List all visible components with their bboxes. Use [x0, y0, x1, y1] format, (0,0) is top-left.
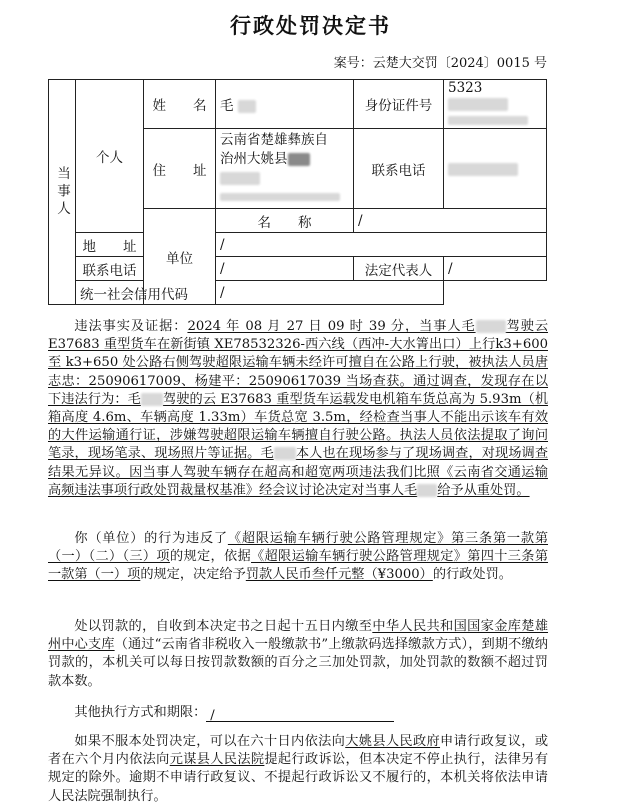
name-cell: [216, 80, 354, 129]
address-line-1: 云南省楚雄彝族自: [220, 131, 328, 148]
unit-address-label: 地 址: [76, 233, 144, 257]
redaction-mark: [220, 193, 340, 201]
individual-label: 个人: [76, 80, 144, 233]
address-cell: [216, 129, 354, 209]
party-info-table: [48, 79, 547, 305]
name-value: 毛: [220, 98, 234, 114]
facts-paragraph: [48, 318, 548, 500]
unit-phone-label: 联系电话: [76, 257, 144, 281]
facts-line-11b: 给予从重处罚。: [437, 482, 530, 498]
party-label: 当事人: [49, 80, 76, 305]
facts-line-6: 总高为 5.93m（机箱高度 4.6m、车辆高度 1.33m）车货总宽 3.5m，经检: [48, 391, 549, 426]
redaction-mark: [448, 163, 518, 176]
credit-code-row: [76, 281, 216, 305]
id-value: 5323: [448, 80, 483, 96]
unit-label: 单位: [144, 209, 216, 305]
name-label: 姓 名: [144, 80, 216, 129]
legal-rep-label: 法定代表人: [354, 257, 444, 281]
facts-line-1: 2024 年 08 月 27 日 09 时 39 分，当事人毛: [187, 319, 476, 334]
unit-phone-value: /: [216, 257, 354, 281]
facts-line-11a: 经会议讨论决定对当事人毛: [259, 482, 418, 498]
payment-paragraph: [48, 618, 548, 691]
contact-label: 联系电话: [354, 129, 444, 209]
redaction-mark: [220, 172, 260, 185]
violation-part-1: 你（单位）的行为违反了: [74, 531, 228, 546]
payment-bank: 中华人民共和国国家金库楚雄州中心支库: [48, 619, 549, 653]
facts-line-8a: 公路。执法人员依法提取了询问笔录，现场笔录、现场照片等证据。毛: [48, 428, 549, 462]
appeal-court: 元谋县人民法院: [169, 752, 265, 768]
id-label: 身份证件号: [354, 80, 444, 129]
facts-line-10: 和超宽两项违法我们比照《云南省交通运输高频违法事项行政处罚裁量权基准》: [48, 464, 548, 498]
violated-law: 《超限运输车辆行驶公路管理规定》第三条第: [227, 531, 507, 546]
address-line-2: 治州大姚县: [220, 150, 288, 167]
facts-line-3: k3+600 至 k3+650 处公路右侧驾驶超限运输车辆未经许可擅自在公路上行驶，: [48, 337, 548, 371]
address-label: 住 址: [144, 129, 216, 209]
unit-name-label: 名 称: [216, 209, 354, 233]
penalty-amount: 罚款人民币叁仟元整（¥3000）: [245, 567, 433, 583]
violation-paragraph: [48, 530, 548, 585]
redaction-mark: [274, 447, 296, 460]
facts-line-5b: 驾驶的云 E37683 重型货车运载发电机箱车货: [162, 391, 436, 407]
appeal-part-1: 如果不服本处罚决定，可以在六十日内依法向: [74, 734, 346, 749]
case-number: 案号：云楚大交罚〔2024〕0015 号: [333, 56, 547, 71]
redaction-mark: [238, 100, 256, 113]
redaction-mark: [417, 484, 437, 497]
violation-part-4: 的行政处罚。: [432, 567, 512, 583]
appeal-paragraph: [48, 733, 548, 806]
redaction-mark: [448, 116, 528, 125]
unit-name-value: /: [354, 209, 547, 233]
basis-law: 《超限运输车辆行驶公路管理规定》: [251, 549, 468, 565]
document-title: 行政处罚决定书: [230, 14, 391, 38]
id-cell: [444, 80, 547, 129]
redaction-mark: [448, 98, 508, 111]
violated-law-clause: 一款第（一）（二）（三）项: [48, 531, 549, 565]
appeal-part-2: 申请行政复议，或者在六个月内依法向: [48, 734, 549, 768]
credit-code-label: 统一社会信用代码: [80, 286, 188, 303]
redaction-mark: [288, 153, 310, 166]
violation-part-3: 的规定，决定给予: [140, 567, 246, 583]
violation-part-2: 的规定，依据: [169, 549, 252, 565]
facts-line-9: 也在现场参与了现场调查，对现场调查结果无异议。因当事人驾驶车辆存在超高: [48, 446, 549, 480]
facts-line-1b: 驾驶: [505, 319, 535, 334]
credit-code-value: /: [216, 281, 444, 305]
payment-part-2: （通过“云南省非税收入一般缴款书”上缴款码选择缴款方式），到期不缴纳罚款的，本机关可以每日按罚款数额的百分之三加处罚款，加处罚款的数额不超过罚款本数。: [48, 637, 548, 689]
other-execution-value: /: [210, 708, 215, 724]
legal-rep-value: /: [444, 257, 547, 281]
appeal-part-3: 提起行政诉讼，但本决定不停止执行，法律另有规定的除外。逾期不申请行政复议、不提起行政诉讼又不履行的，本机关将依法申请人民法院强制执行。: [48, 752, 549, 804]
facts-line-7: 查当事人不能出示该车有效的大件运输通行证，涉嫌驾驶超限运输车辆擅自行驶: [48, 410, 549, 444]
appeal-government: 大姚县人民政府: [345, 734, 441, 749]
redaction-mark: [141, 393, 163, 406]
facts-lead: 违法事实及证据：: [74, 319, 188, 334]
basis-law-clause: 第四十三条第一款第（一）项: [48, 549, 549, 583]
redaction-mark: [476, 320, 506, 333]
facts-line-5a: 发现存在以下违法行为：毛: [48, 373, 549, 407]
other-execution-label: 其他执行方式和期限：: [74, 705, 207, 720]
facts-line-4: 被执法人员唐志忠：25090617009、杨建平：25090617039 当场查获。通过调查，: [48, 355, 549, 389]
contact-cell: [444, 129, 547, 209]
other-execution-blank: [206, 707, 394, 722]
facts-line-8b: 本人: [295, 446, 323, 462]
unit-address-value: /: [216, 233, 547, 257]
payment-part-1: 处以罚款的，自收到本决定书之日起十五日内缴至: [74, 619, 373, 634]
facts-line-2: 云 E37683 重型货车在新街镇 XE78532326-西六线（西冲-大水箐出口）上行: [48, 319, 549, 353]
other-execution-paragraph: [48, 704, 548, 722]
